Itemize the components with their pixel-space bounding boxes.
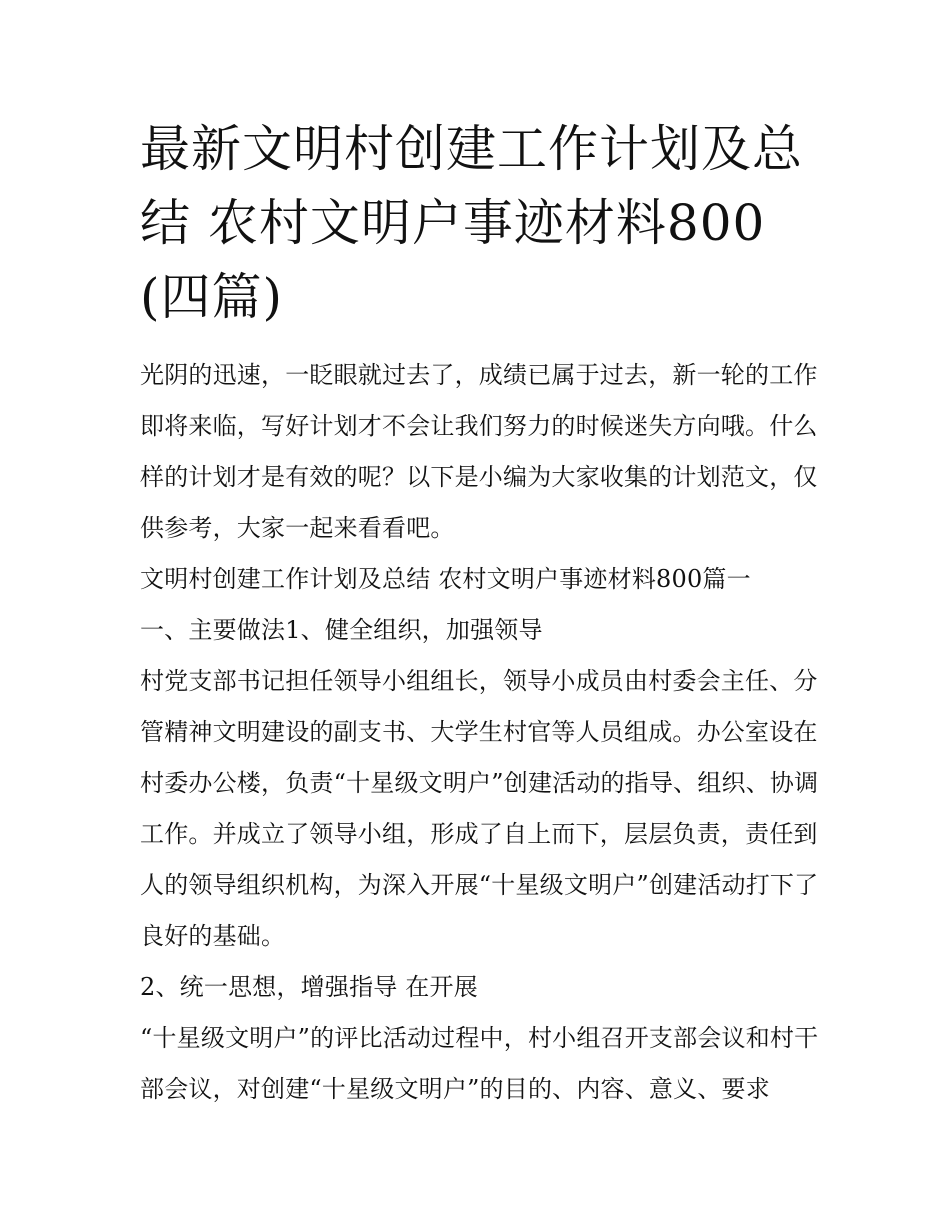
document-body [140,112,820,1115]
intro-paragraph: 光阴的迅速，一眨眼就过去了，成绩已属于过去，新一轮的工作即将来临，写好计划才不会让我们努力的时候迷失方向哦。什么样的计划才是有效的呢？以下是小编为大家收集的计划范文，仅供参考，大家一起来看看吧。 [140,361,818,542]
body-paragraph-evaluation: “十星级文明户”的评比活动过程中，村小组召开支部会议和村干部会议，对创建“十星级文明户”的目的、内容、意义、要求 [140,1024,819,1103]
subheading-main-practices: 一、主要做法1、健全组织，加强领导 [140,616,543,644]
document-title: 最新文明村创建工作计划及总结 农村文明户事迹材料800(四篇) [140,120,803,326]
body-paragraph-organization: 村党支部书记担任领导小组组长，领导小成员由村委会主任、分管精神文明建设的副支书、大学生村官等人员组成。办公室设在村委办公楼，负责“十星级文明户”创建活动的指导、组织、协调工作。并成立了领导小组，形成了自上而下，层层负责，责任到人的领导组织机构，为深入开展“十星级文明户”创建活动打下了良好的基础。 [140,667,819,950]
section-heading: 文明村创建工作计划及总结 农村文明户事迹材料800篇一 [140,565,751,593]
subheading-unify-thinking: 2、统一思想，增强指导 在开展 [140,973,478,1001]
